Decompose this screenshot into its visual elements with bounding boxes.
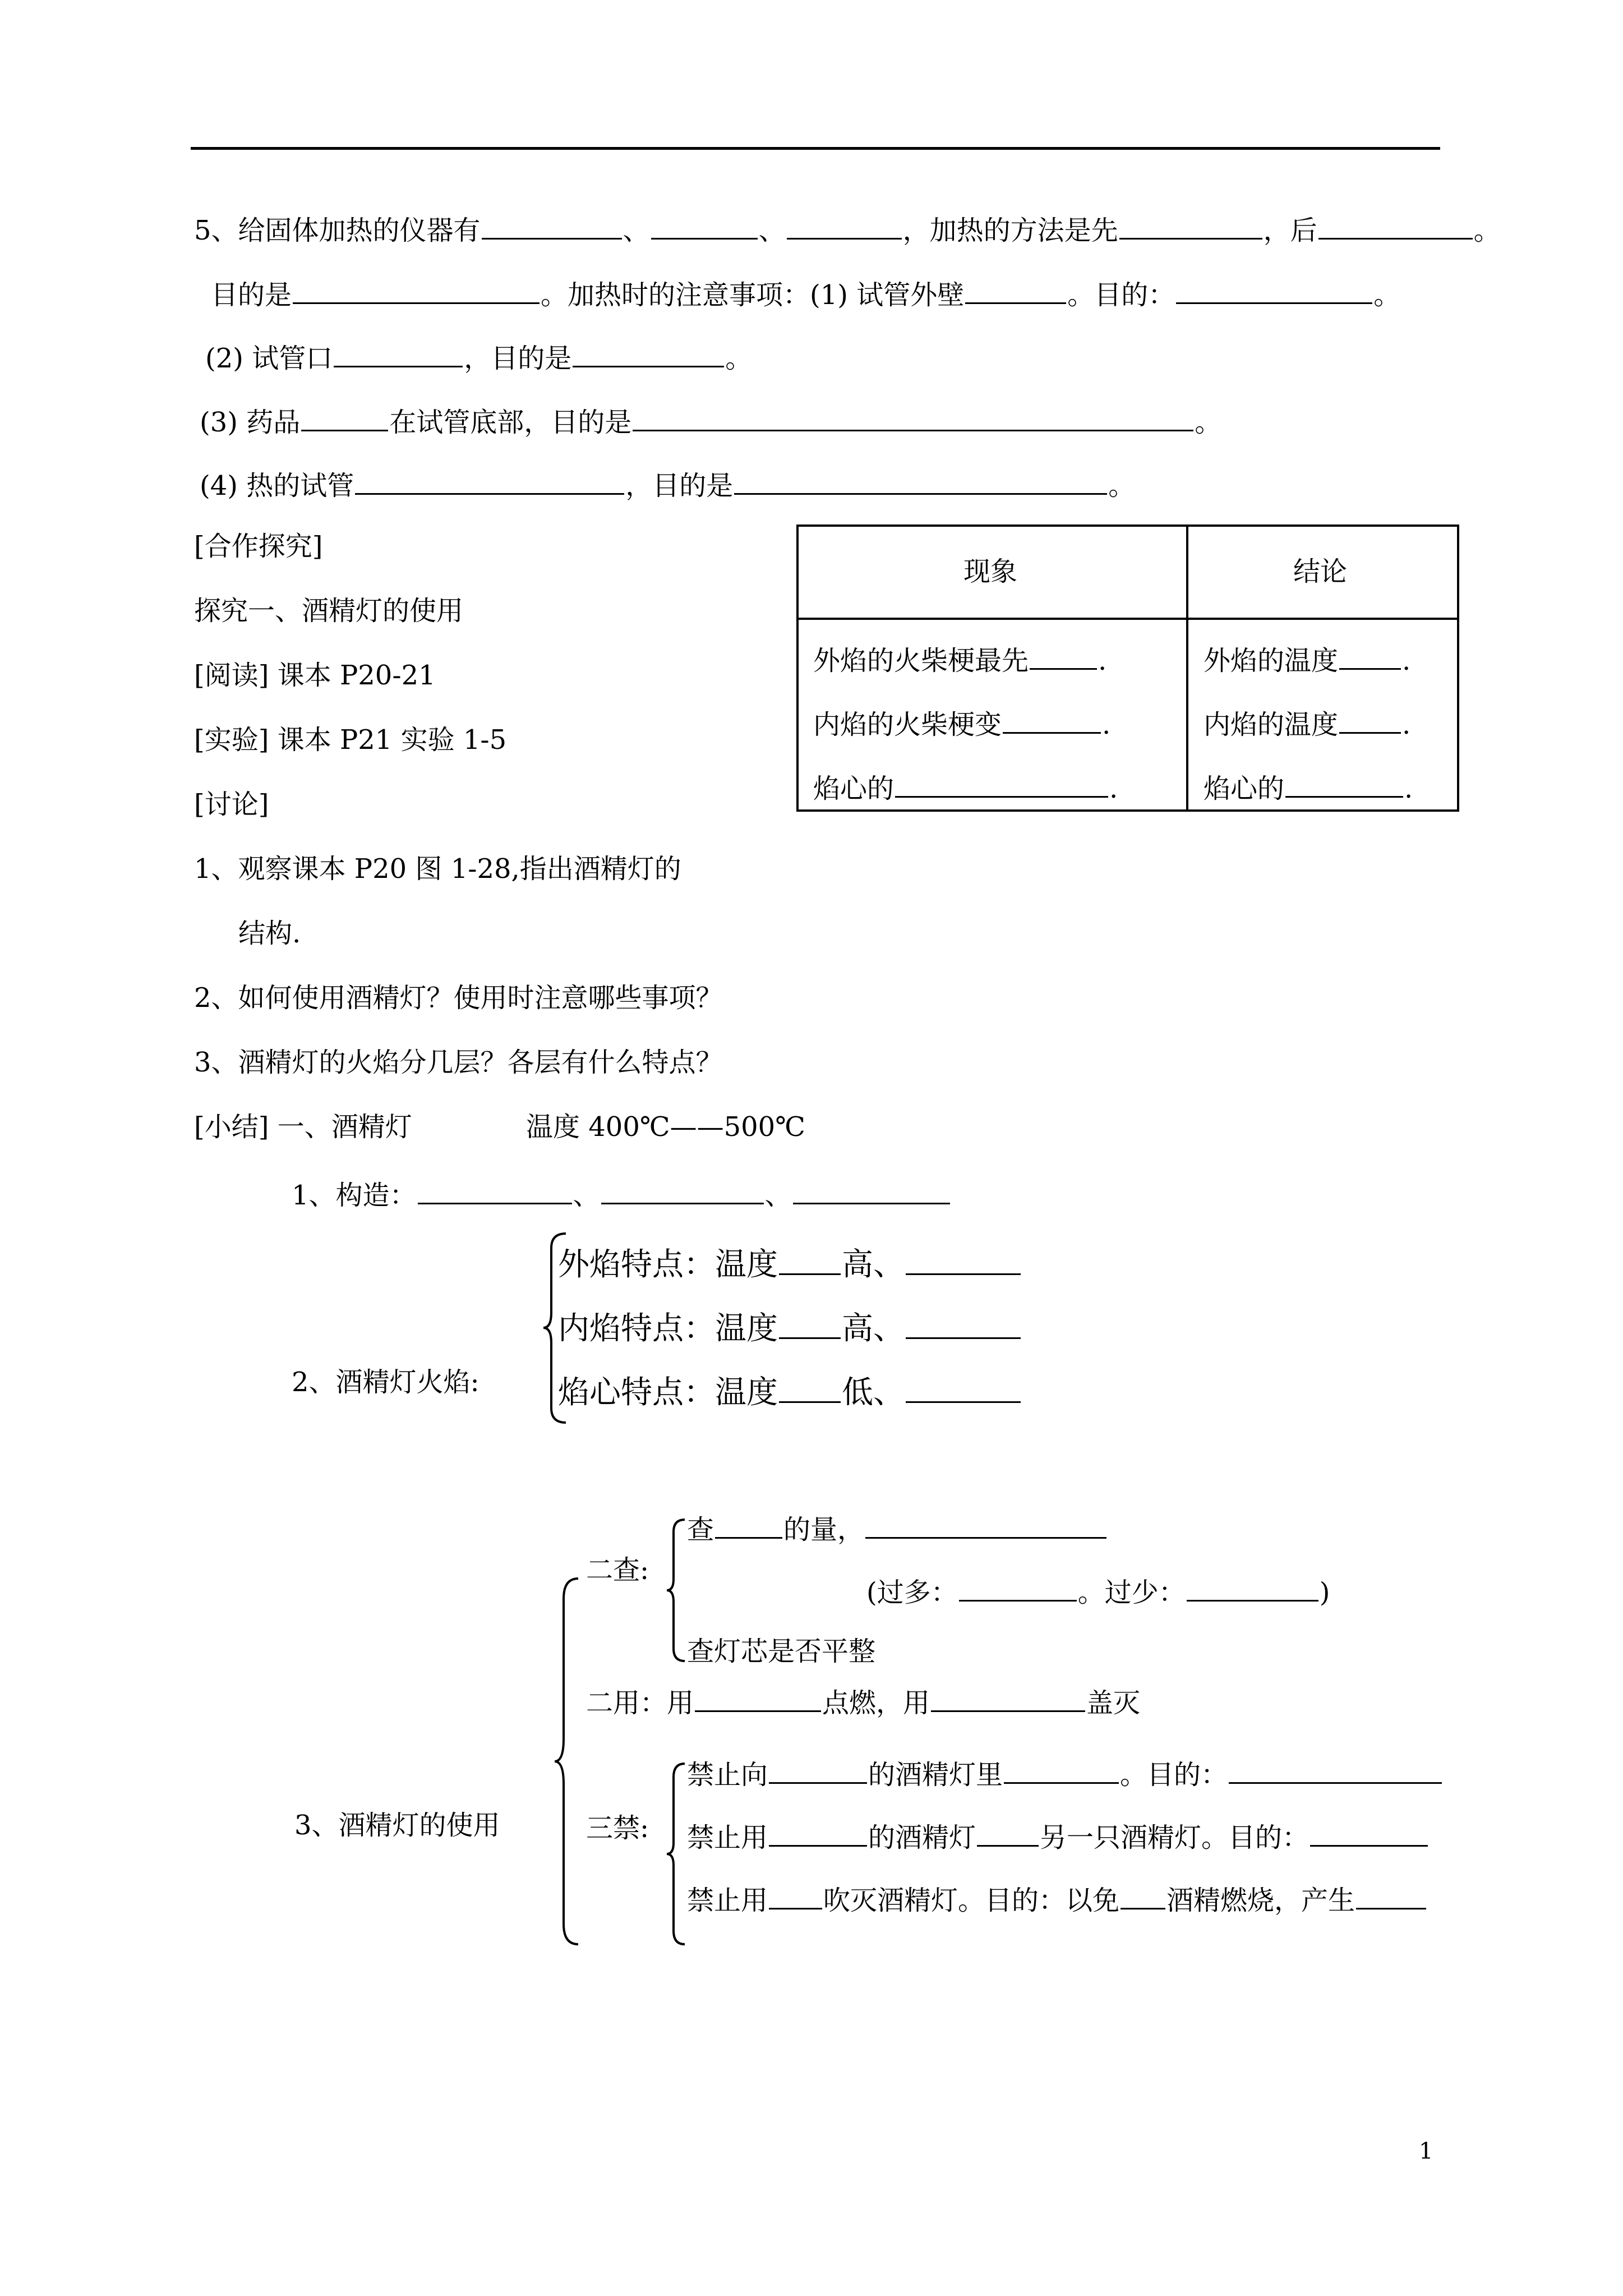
cell-dot: . [1109,773,1118,804]
table-cell-conclusion [1204,771,1413,802]
header-rule [191,147,1440,150]
check-note [866,1575,1330,1606]
cell-text: 外焰的火柴梗最先 [813,645,1029,677]
check-text: (过多： [866,1577,958,1608]
explore1-heading: 探究一、酒精灯的使用 [194,595,464,627]
ban-text: 禁止用 [687,1885,768,1916]
cell-text: 焰心的 [1204,773,1285,804]
discuss-q2: 2、如何使用酒精灯？使用时注意哪些事项？ [194,982,723,1014]
flame-text: 低、 [842,1374,905,1411]
answer-blank[interactable] [1356,1883,1426,1910]
structure-label: 1、构造： [292,1180,417,1211]
table-cell-phenomenon [813,771,1118,802]
discuss-q1-cont: 结构. [238,918,301,949]
check-text: 查 [687,1514,714,1545]
table-cell-phenomenon [813,643,1107,677]
ban-text: 。目的： [1120,1759,1228,1791]
q5-text: 。 [1195,407,1222,438]
check-text: ) [1319,1577,1330,1608]
table-cell-conclusion [1204,643,1411,677]
ban-text: 酒精燃烧，产生 [1166,1885,1355,1916]
answer-blank[interactable] [865,1512,1106,1539]
cell-text: 外焰的温度 [1204,645,1339,677]
ban-text: 禁止向 [687,1759,768,1791]
flame-text: 高、 [842,1310,905,1347]
use-text: 点燃，用 [822,1687,930,1719]
answer-blank[interactable] [793,1178,950,1204]
q5-text: ，目的是 [464,343,572,374]
read-instruction: [阅读] 课本 P20-21 [194,660,436,691]
answer-blank[interactable] [965,278,1066,304]
answer-blank[interactable] [906,1308,1021,1339]
discuss-q3: 3、酒精灯的火焰分几层？各层有什么特点？ [194,1047,723,1078]
answer-blank[interactable] [931,1686,1085,1712]
answer-blank[interactable] [418,1178,572,1204]
flame-text: 内焰特点：温度 [558,1310,778,1347]
answer-blank[interactable] [787,213,902,240]
ban-brace-icon [665,1761,687,1947]
answer-blank[interactable] [293,278,540,304]
answer-blank[interactable] [1030,643,1097,670]
answer-blank[interactable] [1176,278,1372,304]
use-text: 二用：用 [586,1687,694,1719]
separator: 、 [573,1180,600,1211]
ban-text: 禁止用 [687,1822,768,1853]
summary-temperature: 温度 400℃——500℃ [526,1111,805,1143]
answer-blank[interactable] [977,1820,1039,1847]
answer-blank[interactable] [769,1883,822,1910]
observation-table [796,524,1459,812]
q5-line1 [194,213,1501,244]
answer-blank[interactable] [734,468,1107,495]
flame-item [558,1244,1022,1281]
table-header-conclusion: 结论 [1293,556,1348,587]
q5-text: 。加热时的注意事项：(1) 试管外壁 [541,279,965,311]
answer-blank[interactable] [906,1244,1021,1275]
separator: 、 [764,1180,792,1211]
q5-text: (2) 试管口 [205,343,333,374]
answer-blank[interactable] [301,405,388,431]
answer-blank[interactable] [895,771,1108,798]
q5-text: 。目的： [1067,279,1175,311]
answer-blank[interactable] [1285,771,1403,798]
answer-blank[interactable] [573,341,724,367]
answer-blank[interactable] [769,1820,867,1847]
cell-text: 内焰的温度 [1204,709,1339,740]
cell-text: 焰心的 [813,773,895,804]
table-cell-conclusion [1204,707,1410,738]
answer-blank[interactable] [1119,213,1262,240]
discuss-q1: 1、观察课本 P20 图 1-28,指出酒精灯的 [194,853,681,885]
q5-text: ，目的是 [625,470,734,501]
q5-line4 [200,405,1221,436]
answer-blank[interactable] [355,468,624,495]
cell-dot: . [1102,709,1111,740]
ban-text: 的酒精灯 [868,1822,976,1853]
q5-text: ，加热的方法是先 [902,215,1118,246]
cell-text: 内焰的火柴梗变 [813,709,1002,740]
coop-heading: [合作探究] [194,531,323,562]
answer-blank[interactable] [1318,213,1473,240]
answer-blank[interactable] [651,213,758,240]
use-line [586,1686,1140,1717]
answer-blank[interactable] [601,1178,764,1204]
flame-text: 焰心特点：温度 [558,1374,778,1411]
q5-text: (3) 药品 [200,407,301,438]
answer-blank[interactable] [779,1372,841,1403]
flame-text: 高、 [842,1246,905,1283]
answer-blank[interactable] [633,405,1193,431]
check-line1 [687,1512,1108,1543]
q5-text: 。 [1473,215,1501,246]
table-col-divider [1186,527,1188,809]
q5-line5 [200,468,1135,499]
check-text: 的量， [783,1514,865,1545]
table-row-divider [799,618,1457,620]
cell-dot: . [1402,645,1411,677]
q5-line2 [211,278,1400,309]
summary-label: [小结] 一、酒精灯 [194,1111,412,1143]
q5-text: 。 [1373,279,1401,311]
answer-blank[interactable] [334,341,463,367]
q5-text: 5、给固体加热的仪器有 [194,215,481,246]
answer-blank[interactable] [769,1757,867,1784]
cell-dot: . [1404,773,1413,804]
flame-label: 2、酒精灯火焰: [292,1366,479,1398]
separator: 、 [623,215,650,246]
answer-blank[interactable] [1004,1757,1119,1784]
answer-blank[interactable] [779,1308,841,1339]
q5-text: (4) 热的试管 [200,470,354,501]
answer-blank[interactable] [1187,1575,1318,1602]
q5-text: 在试管底部，目的是 [389,407,632,438]
ban-text: 的酒精灯里 [868,1759,1003,1791]
discuss-heading: [讨论] [194,789,269,820]
flame-item [558,1372,1022,1409]
q5-text: 。 [1108,470,1136,501]
answer-blank[interactable] [1339,707,1401,734]
check-label: 二查: [586,1554,649,1586]
answer-blank[interactable] [1121,1883,1165,1910]
usage-outer-brace-icon [552,1576,580,1947]
q5-line3 [205,341,752,372]
answer-blank[interactable] [715,1512,782,1539]
ban-label: 三禁: [586,1812,649,1844]
q5-text: 。 [725,343,753,374]
ban-text: 另一只酒精灯。目的： [1040,1822,1310,1853]
table-header-phenomenon: 现象 [963,556,1018,587]
answer-blank[interactable] [695,1686,821,1712]
flame-item [558,1308,1022,1345]
flame-text: 外焰特点：温度 [558,1246,778,1283]
ban-text: 吹灭酒精灯。目的：以免 [823,1885,1120,1916]
ban-line2 [687,1820,1429,1851]
structure-line [292,1178,951,1209]
cell-dot: . [1098,645,1107,677]
usage-label: 3、酒精灯的使用 [294,1810,500,1841]
q5-text: 目的是 [211,279,292,311]
answer-blank[interactable] [482,213,622,240]
q5-text: ，后 [1263,215,1317,246]
experiment-instruction: [实验] 课本 P21 实验 1-5 [194,724,507,756]
separator: 、 [758,215,786,246]
answer-blank[interactable] [959,1575,1077,1602]
check-brace-icon [665,1517,687,1663]
answer-blank[interactable] [1310,1820,1428,1847]
answer-blank[interactable] [1229,1757,1442,1784]
answer-blank[interactable] [779,1244,841,1275]
ban-line1 [687,1757,1443,1791]
answer-blank[interactable] [906,1372,1021,1403]
check-text: 。过少： [1077,1577,1186,1608]
table-cell-phenomenon [813,707,1110,738]
check-line2: 查灯芯是否平整 [687,1636,876,1667]
cell-dot: . [1402,709,1411,740]
use-text: 盖灭 [1086,1687,1141,1719]
ban-line3 [687,1883,1427,1914]
answer-blank[interactable] [1003,707,1101,734]
answer-blank[interactable] [1339,643,1401,670]
page-number: 1 [1419,2138,1433,2164]
